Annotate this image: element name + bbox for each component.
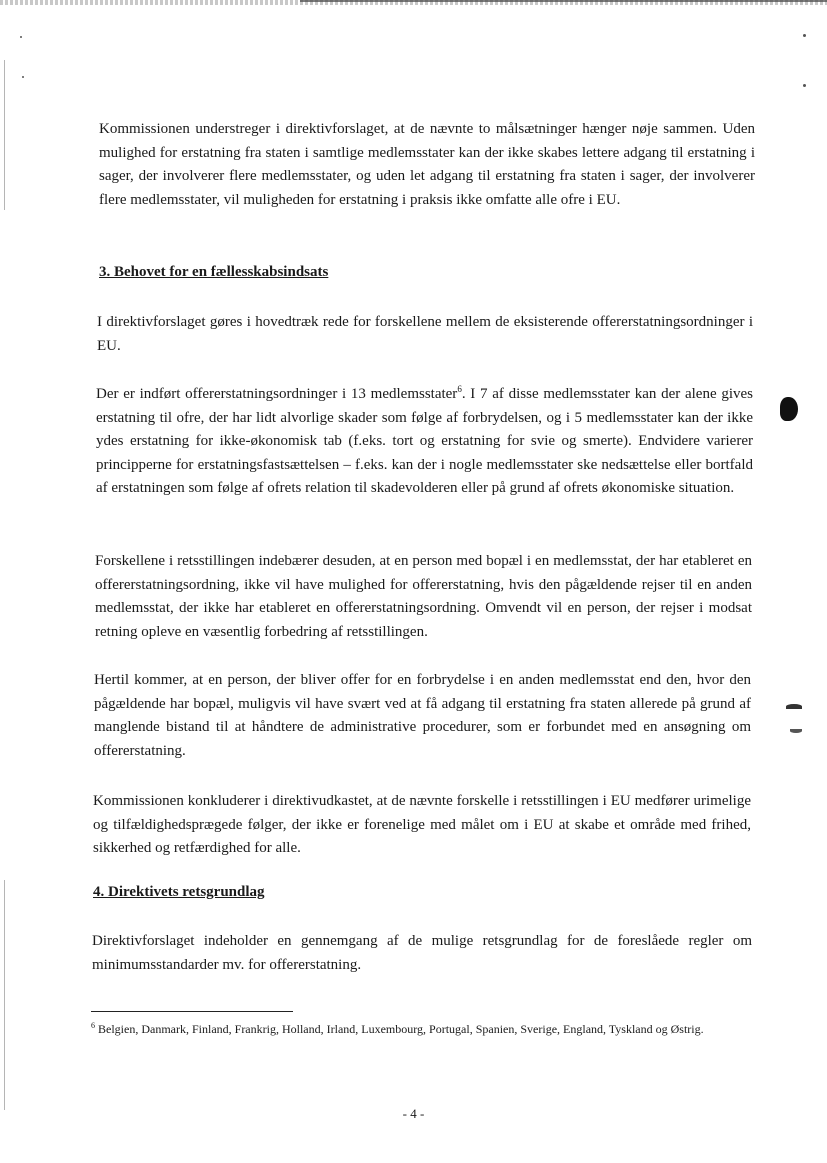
body-paragraph: Forskellene i retsstillingen indebærer desuden, at en person med bopæl i en medlemsstat, der har etableret en offererstatningsordning, ikke vil have mulighed for offererstatning, hvis den pågældende rejser til en anden medlemsstat, der ikke har etableret en offererstatningsordning. Omvendt vil en person, der rejser i modsat retning opleve en væsentlig forbedring af retsstillingen.: [95, 553, 752, 640]
punch-hole-mark: [780, 397, 798, 421]
punch-hole-mark: [786, 704, 802, 709]
section-heading-3: 3. Behovet for en fællesskabsindsats: [99, 264, 329, 280]
body-paragraph: Direktivforslaget indeholder en gennemgang af de mulige retsgrundlag for de foreslåede regler om minimumsstandarder mv. for offererstatning.: [92, 933, 752, 973]
scan-edge-line: [300, 0, 827, 2]
scan-speck: [20, 36, 22, 38]
scan-margin-mark: [4, 60, 5, 210]
body-paragraph: Hertil kommer, at en person, der bliver offer for en forbrydelse i en anden medlemsstat end den, hvor den pågældende har bopæl, muligvis vil have svært ved at få adgang til erstatning fra staten allerede på grund af manglende bistand til at håndtere de administrative procedurer, som er forbundet med en ansøgning om offererstatning.: [94, 672, 751, 759]
punch-hole-mark: [790, 729, 802, 733]
paragraph-text: Der er indført offererstatningsordninger i 13 medlemsstater: [96, 386, 458, 402]
paragraph-text: . I 7 af disse medlemsstater kan der alene gives erstatning til ofre, der har lidt alvorlige skader som følge af forbrydelsen, og i 5 medlemsstater kan der ikke ydes erstatning for ikke-økonomisk tab (f.eks. tort og erstatning for svie og smerte). Endvidere varierer principperne for erstatningsfastsættelsen – f.eks. kan der i nogle medlemsstater ske nedsættelse eller bortfald af erstatningen som følge af ofrets relation til skadevolderen eller på grund af ofrets økonomiske situation.: [96, 386, 753, 497]
scan-margin-mark: [4, 880, 5, 1110]
scan-speck: [803, 84, 806, 87]
scan-speck: [22, 76, 24, 78]
footnote-separator: [91, 1011, 293, 1012]
section-heading-4: 4. Direktivets retsgrundlag: [93, 884, 265, 900]
scan-speck: [803, 34, 806, 37]
body-paragraph: Kommissionen understreger i direktivforslaget, at de nævnte to målsætninger hænger nøje sammen. Uden mulighed for erstatning fra staten i samtlige medlemsstater kan der ikke skabes lettere adgang til erstatning i sager, der involverer flere medlemsstater, og uden let adgang til erstatning fra staten i sager, der involverer flere medlemsstater, vil muligheden for erstatning i praksis ikke omfatte alle ofre i EU.: [99, 121, 755, 208]
footnote-text: Belgien, Danmark, Finland, Frankrig, Holland, Irland, Luxembourg, Portugal, Spanien, Sverige, England, Tyskland og Østrig.: [98, 1022, 704, 1036]
body-paragraph: I direktivforslaget gøres i hovedtræk rede for forskellene mellem de eksisterende offererstatningsordninger i EU.: [97, 314, 753, 354]
footnote: [91, 1021, 731, 1038]
body-paragraph: Kommissionen konkluderer i direktivudkastet, at de nævnte forskelle i retsstillingen i EU medfører urimelige og tilfældighedsprægede følger, der ikke er forenelige med målet om i EU at skabe et område med frihed, sikkerhed og retfærdighed for alle.: [93, 793, 751, 857]
page-number: - 4 -: [402, 1106, 425, 1121]
footnote-reference: 6: [457, 384, 462, 394]
footnote-marker: 6: [91, 1021, 95, 1030]
body-paragraph-with-footnote: [96, 383, 753, 501]
